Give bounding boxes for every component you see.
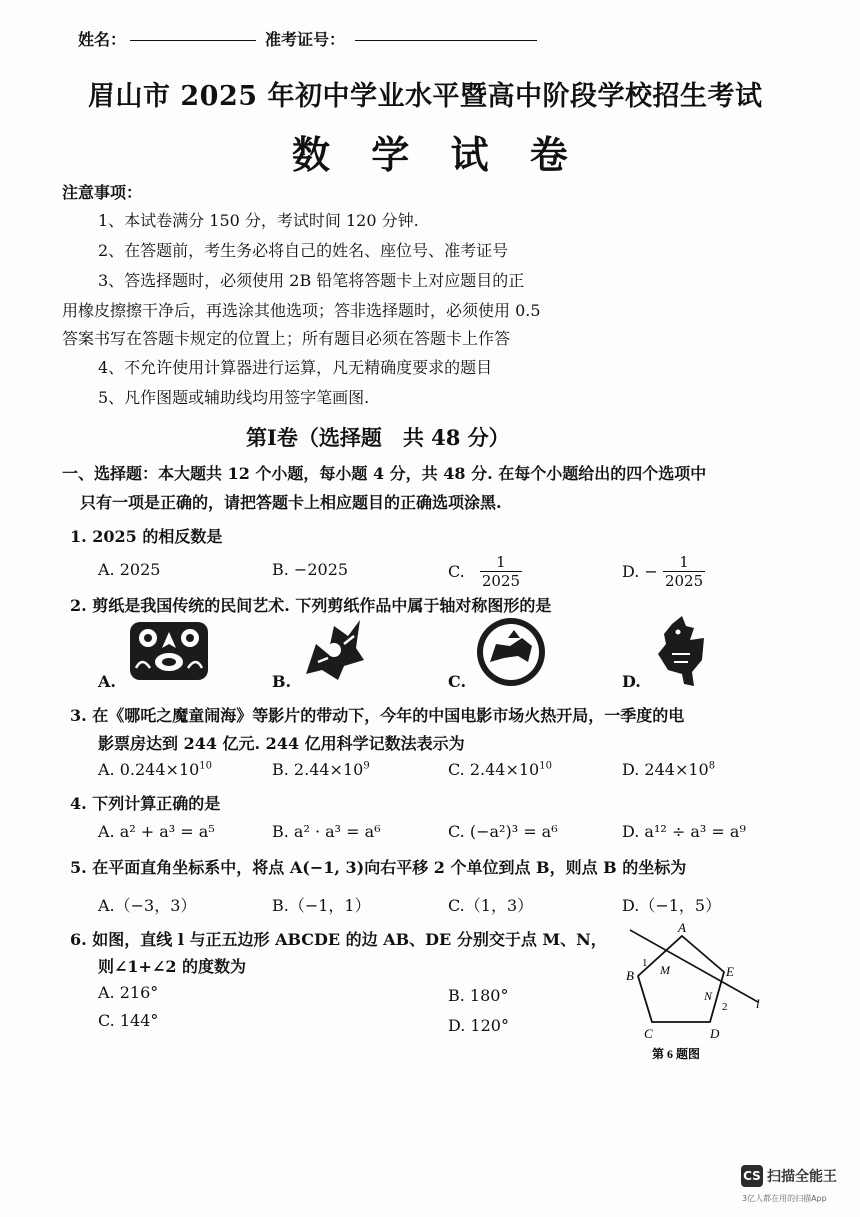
q4-option-c: C. (−a²)³ = a⁶ xyxy=(448,822,558,841)
label-a: A xyxy=(678,920,686,935)
q3-option-d xyxy=(622,760,715,779)
q3-option-b xyxy=(272,760,370,779)
q2-option-c: C. xyxy=(448,672,467,691)
q3-line1: 3. 在《哪吒之魔童闹海》等影片的带动下，今年的中国电影市场火热开局，一季度的电 xyxy=(70,706,685,725)
q6-line1: 6. 如图，直线 l 与正五边形 ABCDE 的边 AB、DE 分别交于点 M、N， xyxy=(70,930,607,949)
q6-line2: 则∠1+∠2 的度数为 xyxy=(98,957,247,976)
label-l: l xyxy=(756,996,760,1011)
notice-item: 1、本试卷满分 150 分，考试时间 120 分钟. xyxy=(98,211,419,230)
q1-d-label: D. − xyxy=(622,562,658,581)
notice-item: 2、在答题前，考生务必将自己的姓名、座位号、准考证号 xyxy=(98,241,509,260)
label-n: N xyxy=(704,989,713,1003)
q6-option-c: C. 144° xyxy=(98,1011,159,1030)
exam-title: 眉山市 2025 年初中学业水平暨高中阶段学校招生考试 xyxy=(88,81,763,112)
q1-c-label: C. xyxy=(448,562,465,581)
angle-2-label: 2 xyxy=(722,1001,728,1013)
q2-stem: 2. 剪纸是我国传统的民间艺术. 下列剪纸作品中属于轴对称图形的是 xyxy=(70,596,552,615)
q6-option-b: B. 180° xyxy=(448,986,509,1005)
q2-option-d: D. xyxy=(622,672,641,691)
q1-d-fraction xyxy=(663,553,705,590)
notice-item: 5、凡作图题或辅助线均用签字笔画图. xyxy=(98,388,370,407)
label-c: C xyxy=(644,1026,653,1041)
q5-option-a: A.（−3，3） xyxy=(98,896,197,915)
notice-heading: 注意事项： xyxy=(62,183,143,202)
angle-1-label: 1 xyxy=(642,957,648,969)
camscanner-subtitle: 3亿人都在用的扫描App xyxy=(742,1194,827,1203)
name-blank xyxy=(130,40,256,41)
papercut-c-image xyxy=(474,616,548,688)
notice-item: 4、不允许使用计算器进行运算，凡无精确度要求的题目 xyxy=(98,358,493,377)
q2-option-b: B. xyxy=(272,672,292,691)
q5-option-c: C.（1，3） xyxy=(448,896,534,915)
q4-stem: 4. 下列计算正确的是 xyxy=(70,794,221,813)
q1-option-c xyxy=(448,553,522,590)
section-title: 第Ⅰ卷（选择题 共 48 分） xyxy=(246,425,510,450)
q1-stem: 1. 2025 的相反数是 xyxy=(70,527,223,546)
paper-title: 数 学 试 卷 xyxy=(292,132,582,177)
notice-item: 用橡皮擦擦干净后，再选涂其他选项；答非选择题时，必须使用 0.5 xyxy=(62,301,541,320)
q5-option-d: D.（−1，5） xyxy=(622,896,722,915)
name-label: 姓名： xyxy=(78,30,127,49)
label-b: B xyxy=(626,968,634,983)
q3-d-exponent: 8 xyxy=(708,760,716,772)
q3-b-exponent: 9 xyxy=(363,760,370,772)
q5-option-b: B.（−1，1） xyxy=(272,896,371,915)
q6-option-d: D. 120° xyxy=(448,1016,509,1035)
q3-option-a xyxy=(98,760,212,779)
ticket-blank xyxy=(355,40,537,41)
papercut-a-image xyxy=(126,618,212,684)
papercut-b-image xyxy=(298,614,368,686)
label-m: M xyxy=(660,963,670,977)
q6-option-a: A. 216° xyxy=(98,983,159,1002)
q4-option-a: A. a² + a³ = a⁵ xyxy=(98,822,215,841)
q4-option-b: B. a² · a³ = a⁶ xyxy=(272,822,381,841)
fraction-numerator: 1 xyxy=(480,553,522,572)
q3-c-base: C. 2.44×10 xyxy=(448,760,540,779)
camscanner-logo: CS xyxy=(741,1165,763,1187)
q2-option-a: A. xyxy=(98,672,116,691)
q1-option-b: B. −2025 xyxy=(272,560,349,579)
q1-option-a: A. 2025 xyxy=(98,560,161,579)
label-e: E xyxy=(726,964,734,979)
fraction-denominator: 2025 xyxy=(664,572,704,590)
figure-caption: 第 6 题图 xyxy=(652,1047,701,1061)
q5-stem: 5. 在平面直角坐标系中，将点 A(−1, 3)向右平移 2 个单位到点 B，则点 B 的坐标为 xyxy=(70,858,687,877)
papercut-d-image xyxy=(654,614,710,690)
q3-a-base: A. 0.244×10 xyxy=(98,760,200,779)
q3-option-c xyxy=(448,760,552,779)
notice-item: 3、答选择题时，必须使用 2B 铅笔将答题卡上对应题目的正 xyxy=(98,271,525,290)
part1-line1: 一、选择题：本大题共 12 个小题，每小题 4 分，共 48 分. 在每个小题给出的四个选项中 xyxy=(62,464,707,483)
part1-line2: 只有一项是正确的，请把答题卡上相应题目的正确选项涂黑. xyxy=(80,493,502,512)
fraction-denominator: 2025 xyxy=(481,572,521,590)
q1-option-d xyxy=(622,553,705,590)
pentagon-shape xyxy=(638,936,724,1022)
q3-a-exponent: 10 xyxy=(199,760,213,772)
q1-c-fraction xyxy=(480,553,522,590)
q3-c-exponent: 10 xyxy=(539,760,552,772)
q3-line2: 影票房达到 244 亿元. 244 亿用科学记数法表示为 xyxy=(98,734,465,753)
q4-option-d: D. a¹² ÷ a³ = a⁹ xyxy=(622,822,746,841)
q3-d-base: D. 244×10 xyxy=(622,760,709,779)
pentagon-figure xyxy=(618,920,778,1070)
fraction-numerator: 1 xyxy=(663,553,705,572)
notice-item: 答案书写在答题卡规定的位置上；所有题目必须在答题卡上作答 xyxy=(62,329,511,348)
camscanner-name: 扫描全能王 xyxy=(767,1169,837,1185)
ticket-label: 准考证号： xyxy=(265,30,346,49)
q3-b-base: B. 2.44×10 xyxy=(272,760,364,779)
label-d: D xyxy=(710,1026,720,1041)
